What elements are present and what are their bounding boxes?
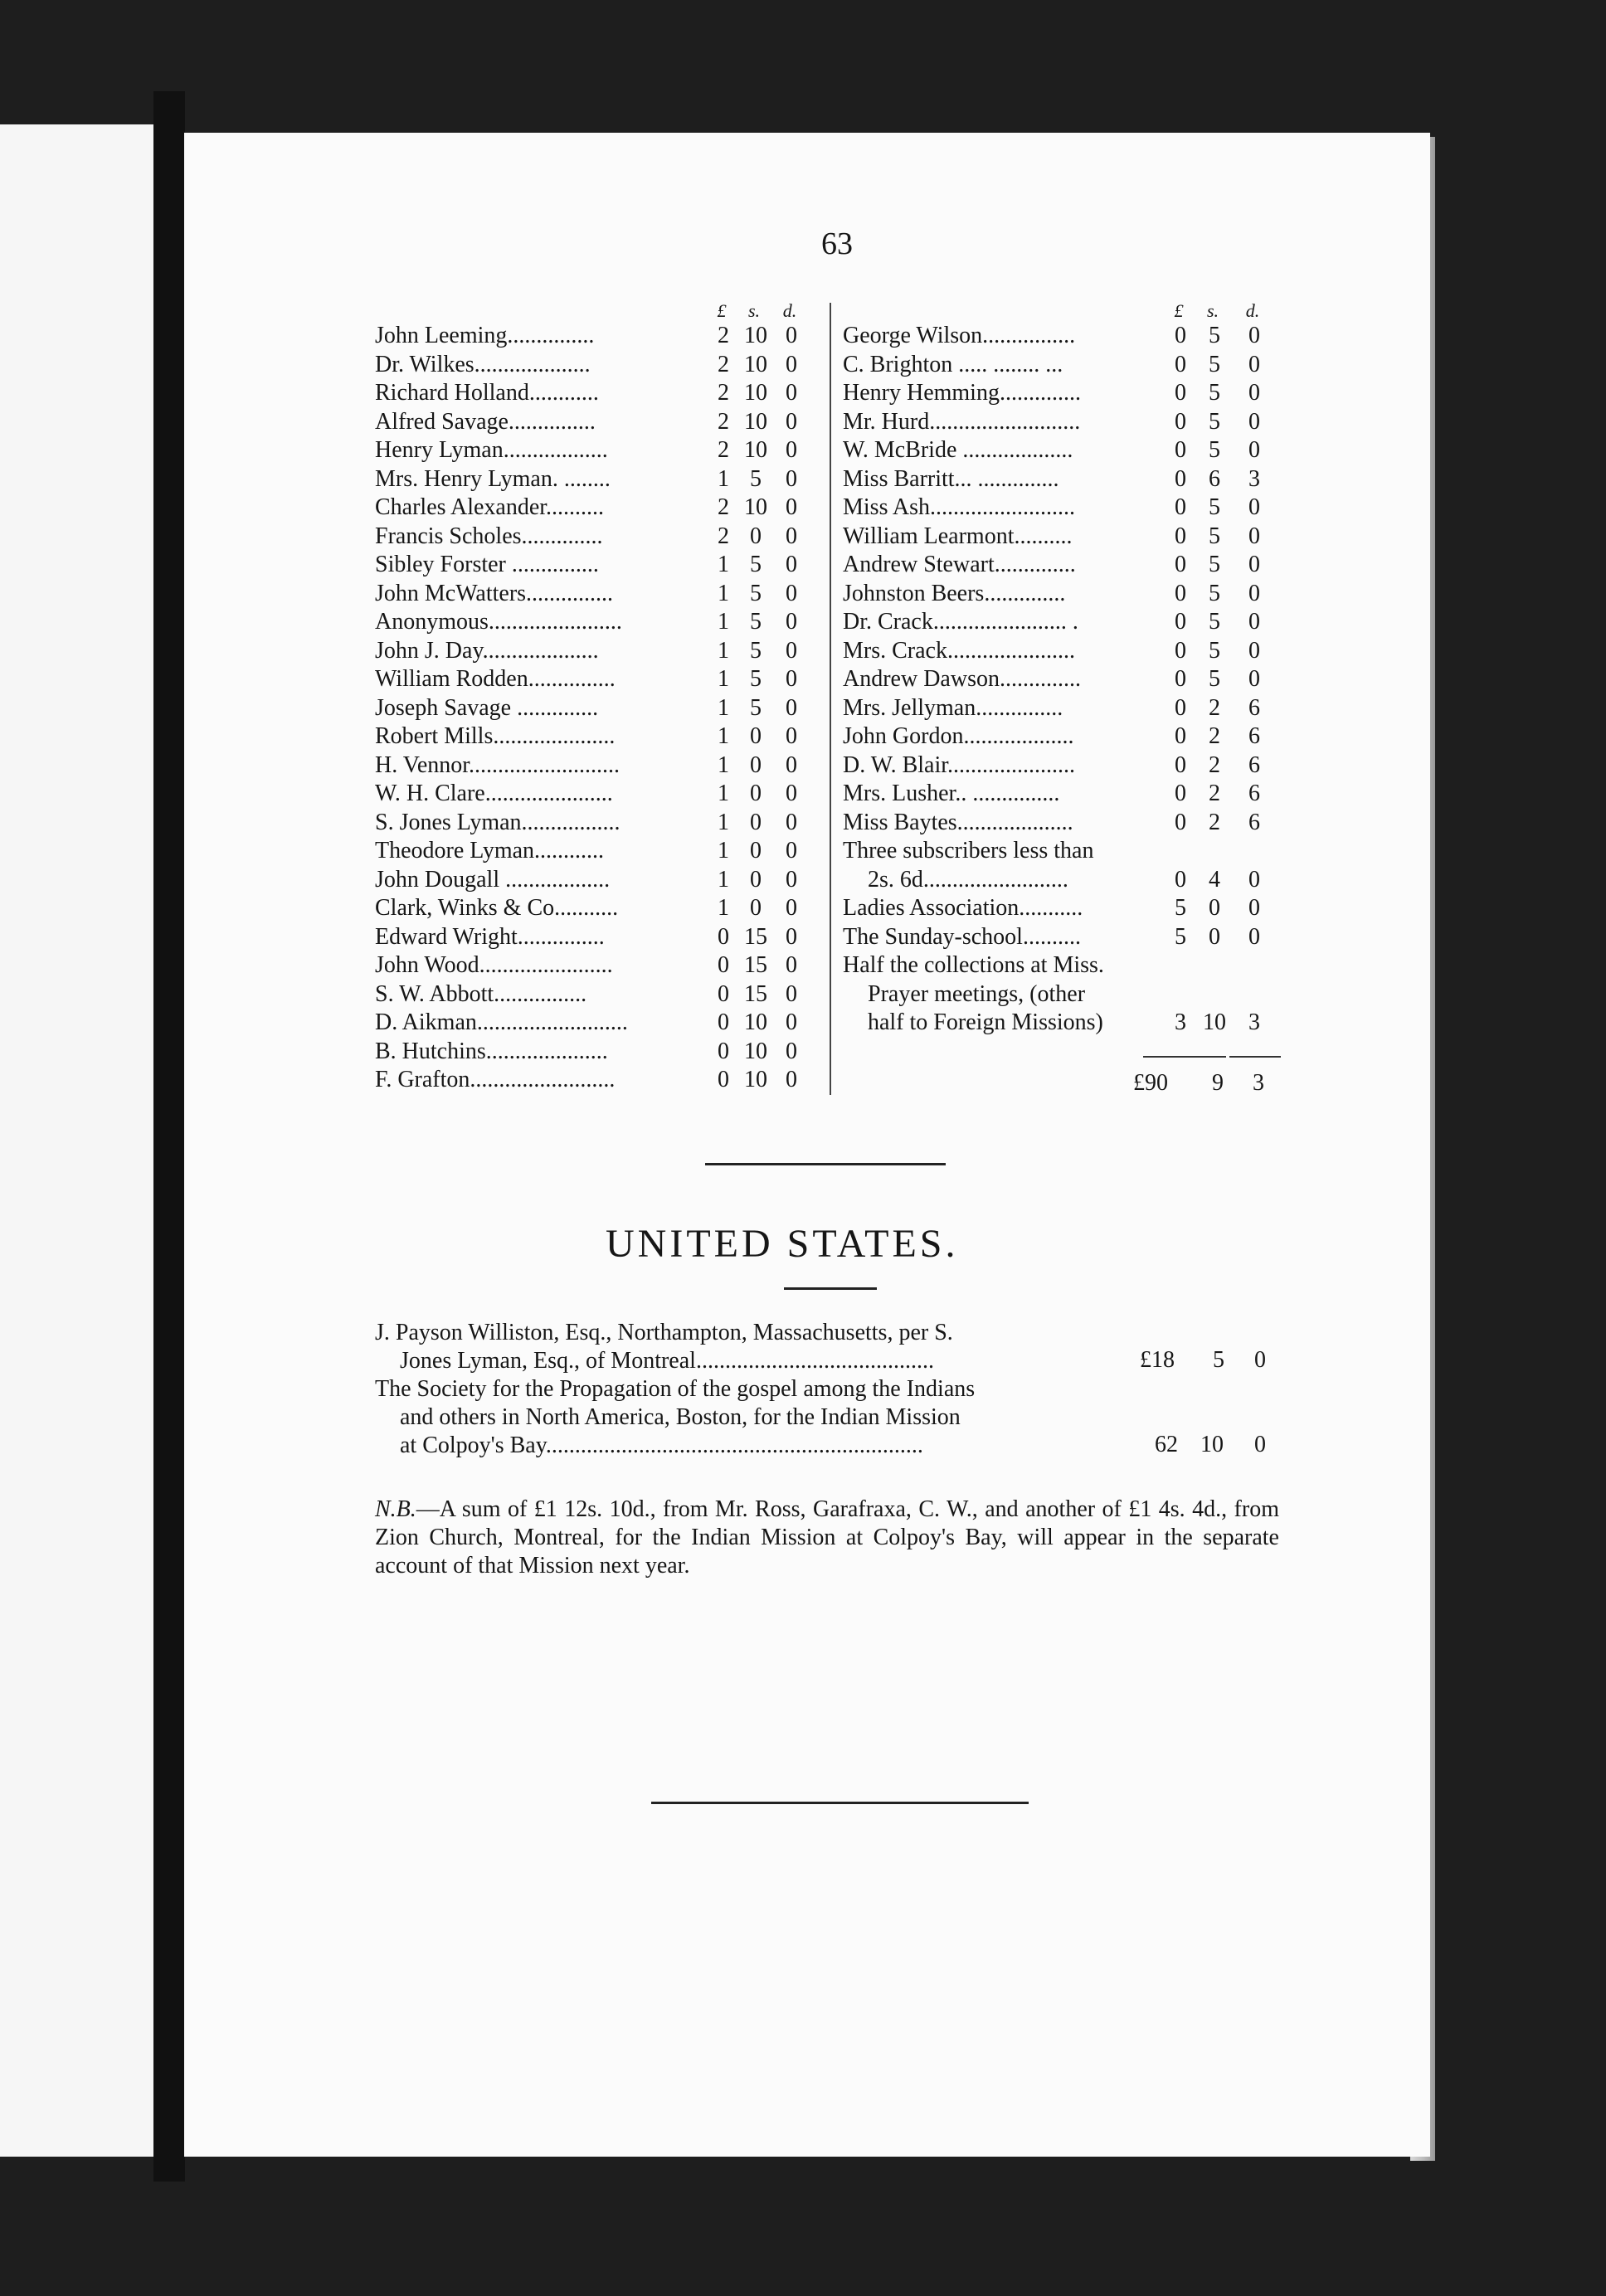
three-subscribers-row: 2s. 6d......................... 0 4 0 [868, 866, 1260, 893]
pounds-value: 2 [718, 494, 729, 520]
subscriber-name: Mr. Hurd.......................... [843, 408, 1081, 435]
subscriber-name: Richard Holland............ [375, 380, 599, 406]
pence-value: 0 [786, 580, 797, 606]
pounds-value: 0 [1175, 523, 1186, 549]
subscriber-name: George Wilson................ [843, 323, 1076, 348]
subscriber-name: John J. Day.................... [375, 637, 599, 664]
pounds-value: 1 [718, 580, 729, 606]
pounds-value: 0 [1175, 781, 1186, 806]
subscription-row [375, 665, 812, 694]
shillings-value: 0 [750, 752, 762, 778]
pounds-value: 1 [718, 723, 729, 749]
page-number: 63 [821, 226, 853, 261]
pounds-value: 1 [718, 666, 729, 692]
section-heading: UNITED STATES. [606, 1222, 959, 1266]
us-entry-1-pounds: £18 [1140, 1347, 1175, 1373]
pounds-value: 1 [718, 895, 729, 921]
pounds-value: 0 [718, 980, 729, 1007]
pounds-value: 1 [718, 781, 729, 806]
subscription-row [375, 809, 812, 838]
shillings-value: 10 [744, 1038, 767, 1064]
pence-value: 0 [786, 637, 797, 664]
subscriber-name: Miss Barritt... .............. [843, 465, 1059, 492]
shillings-value: 5 [750, 552, 762, 577]
shillings-value: 10 [744, 1067, 767, 1092]
subscriber-name: W. H. Clare...................... [375, 781, 613, 806]
pence-value: 6 [1248, 723, 1260, 749]
subscription-row [843, 494, 1282, 523]
subscriber-name: H. Vennor.......................... [375, 752, 620, 778]
subscriber-name: D. Aikman.......................... [375, 1009, 628, 1035]
shillings-value: 10 [744, 380, 767, 406]
left-rows [375, 322, 812, 1095]
shillings-value: 5 [750, 666, 762, 692]
shillings-value: 5 [1209, 494, 1220, 520]
subscription-row [375, 694, 812, 723]
pence-value: 0 [786, 1038, 797, 1064]
subscriber-name: D. W. Blair...................... [843, 752, 1076, 778]
column-header [843, 300, 1282, 322]
subscription-row [375, 608, 812, 637]
pounds-value: 0 [718, 923, 729, 950]
pence-value: 0 [786, 465, 797, 492]
shillings-value: 10 [744, 494, 767, 520]
pence-value: 6 [1248, 752, 1260, 778]
column-header [375, 300, 812, 322]
shillings-value: 5 [750, 637, 762, 664]
pence-value: 0 [786, 351, 797, 377]
subscriber-name: S. W. Abbott................ [375, 980, 587, 1007]
note-label: N.B. [375, 1496, 416, 1522]
pounds-value: 2 [718, 523, 729, 549]
subscriber-name: John Gordon................... [843, 723, 1074, 749]
shillings-value: 0 [750, 866, 762, 893]
subscriber-name: Henry Lyman.................. [375, 437, 608, 463]
section-rule [784, 1287, 877, 1290]
shillings-value: 5 [1209, 666, 1220, 692]
subscription-row [375, 722, 812, 752]
shillings-value: 0 [750, 781, 762, 806]
pounds-value: 0 [1175, 666, 1186, 692]
shillings-value: 5 [750, 694, 762, 721]
pounds-value: 0 [1175, 694, 1186, 721]
ladies-association-row: Ladies Association........... 5 0 0 [843, 895, 1260, 921]
total-rule [1143, 1056, 1226, 1058]
shillings-value: 15 [744, 923, 767, 950]
subscriber-name: Andrew Dawson.............. [843, 666, 1081, 692]
subscriber-name: Mrs. Crack...................... [843, 637, 1075, 664]
total-rule [1229, 1056, 1281, 1058]
shillings-value: 5 [1209, 523, 1220, 549]
pence-value: 0 [1248, 552, 1260, 577]
subscription-row [375, 408, 812, 437]
pence-value: 0 [1248, 609, 1260, 635]
subscription-row [843, 551, 1282, 580]
pounds-value: 2 [718, 437, 729, 463]
pence-value: 6 [1248, 781, 1260, 806]
pounds-value: 1 [718, 637, 729, 664]
shillings-value: 15 [744, 952, 767, 978]
subscription-row [843, 752, 1282, 781]
subscription-row [375, 951, 812, 980]
pounds-value: 0 [1175, 809, 1186, 835]
us-entry-2-line3: at Colpoy's Bay................................................................. [400, 1433, 923, 1458]
pounds-value: 0 [1175, 637, 1186, 664]
subscription-row [843, 580, 1282, 609]
pounds-value: 0 [1175, 465, 1186, 492]
shillings-value: 10 [744, 323, 767, 348]
us-entry-2-pence: 0 [1254, 1432, 1266, 1457]
subscription-row [375, 1038, 812, 1067]
subscription-row [375, 523, 812, 552]
subscription-row [375, 637, 812, 666]
shillings-header: s. [747, 300, 761, 321]
shillings-value: 5 [1209, 323, 1220, 348]
pounds-value: 1 [718, 838, 729, 863]
subscription-row [843, 608, 1282, 637]
subscriber-name: F. Grafton......................... [375, 1067, 616, 1092]
total-shillings: 9 [1212, 1070, 1224, 1096]
subscriber-name: Theodore Lyman............ [375, 838, 605, 863]
pounds-value: 1 [718, 609, 729, 635]
shillings-value: 5 [1209, 437, 1220, 463]
subscription-row [843, 809, 1282, 838]
shillings-value: 10 [744, 1009, 767, 1035]
pence-value: 0 [786, 752, 797, 778]
half-collections-line1: Half the collections at Miss. [843, 952, 1104, 978]
pence-value: 0 [786, 380, 797, 406]
column-divider [830, 303, 831, 1095]
subscriber-name: S. Jones Lyman................. [375, 809, 620, 835]
pence-value: 0 [786, 494, 797, 520]
pounds-value: 1 [718, 866, 729, 893]
pounds-value: 0 [718, 1067, 729, 1092]
shillings-value: 10 [744, 408, 767, 435]
subscription-row [843, 408, 1282, 437]
subscription-row [375, 465, 812, 494]
subscriber-name: Dr. Crack....................... . [843, 609, 1078, 635]
pence-value: 0 [1248, 637, 1260, 664]
pounds-value: 0 [1175, 437, 1186, 463]
pence-value: 3 [1248, 465, 1260, 492]
subscriber-name: John McWatters............... [375, 580, 614, 606]
us-entry-2-pounds: 62 [1155, 1432, 1178, 1457]
note-text: —A sum of £1 12s. 10d., from Mr. Ross, Garafraxa, C. W., and another of £1 4s. 4d., from Zion Church, Montreal, for the Indian Mission at Colpoy's Bay, will appear in the separate account of that Mission next year. [375, 1496, 1279, 1578]
sunday-school-row: The Sunday-school.......... 5 0 0 [843, 923, 1260, 950]
subscriptions-left-column [375, 300, 812, 1095]
pence-value: 0 [786, 980, 797, 1007]
pence-value: 0 [786, 1067, 797, 1092]
pence-value: 6 [1248, 809, 1260, 835]
pence-value: 0 [786, 781, 797, 806]
subscription-row [375, 780, 812, 809]
shillings-value: 5 [1209, 380, 1220, 406]
pounds-value: 0 [1175, 609, 1186, 635]
shillings-value: 5 [750, 580, 762, 606]
pence-value: 0 [1248, 580, 1260, 606]
subscription-row [843, 665, 1282, 694]
total-pence: 3 [1253, 1070, 1264, 1096]
shillings-value: 2 [1209, 752, 1220, 778]
pounds-header: £ [1174, 300, 1184, 321]
pence-value: 0 [786, 523, 797, 549]
pence-value: 0 [786, 866, 797, 893]
subscription-row [843, 379, 1282, 408]
shillings-value: 0 [750, 895, 762, 921]
pence-value: 0 [786, 723, 797, 749]
pounds-value: 0 [718, 952, 729, 978]
subscription-row [843, 637, 1282, 666]
shillings-value: 0 [750, 523, 762, 549]
pence-value: 0 [1248, 323, 1260, 348]
shillings-value: 5 [1209, 637, 1220, 664]
subscription-row [375, 866, 812, 895]
pounds-value: 1 [718, 752, 729, 778]
pounds-value: 1 [718, 809, 729, 835]
subscriber-name: B. Hutchins..................... [375, 1038, 608, 1064]
pence-value: 0 [1248, 408, 1260, 435]
pounds-header: £ [717, 300, 727, 321]
facing-page-edge [0, 124, 153, 2157]
subscriber-name: Johnston Beers.............. [843, 580, 1066, 606]
subscriber-name: John Leeming............... [375, 323, 595, 348]
shillings-value: 2 [1209, 723, 1220, 749]
shillings-value: 0 [750, 723, 762, 749]
shillings-value: 5 [1209, 408, 1220, 435]
pence-value: 0 [786, 552, 797, 577]
pence-value: 0 [786, 1009, 797, 1035]
shillings-value: 2 [1209, 809, 1220, 835]
subscription-row [843, 694, 1282, 723]
pence-header: d. [782, 300, 797, 321]
subscriber-name: Robert Mills..................... [375, 723, 616, 749]
pounds-value: 0 [1175, 723, 1186, 749]
pounds-value: 0 [1175, 380, 1186, 406]
pence-value: 0 [1248, 351, 1260, 377]
us-entry-2-line1: The Society for the Propagation of the gospel among the Indians [375, 1376, 976, 1402]
subscriber-name: Edward Wright............... [375, 923, 605, 950]
subscriber-name: W. McBride ................... [843, 437, 1073, 463]
pounds-value: 0 [718, 1009, 729, 1035]
half-collections-row: half to Foreign Missions) 3 10 3 [868, 1009, 1260, 1035]
subscriber-name: Charles Alexander.......... [375, 494, 605, 520]
shillings-value: 5 [750, 465, 762, 492]
pence-value: 0 [786, 323, 797, 348]
subscriber-name: Mrs. Jellyman............... [843, 694, 1063, 721]
subscriber-name: Anonymous....................... [375, 609, 622, 635]
pence-value: 6 [1248, 694, 1260, 721]
pounds-value: 0 [1175, 408, 1186, 435]
subscriber-name: Joseph Savage .............. [375, 694, 599, 721]
pounds-value: 0 [1175, 552, 1186, 577]
subscriber-name: C. Brighton ..... ........ ... [843, 351, 1063, 377]
subscriber-name: John Dougall .................. [375, 866, 611, 893]
half-collections-line2: Prayer meetings, (other [868, 980, 1086, 1007]
subscription-row [843, 523, 1282, 552]
pence-value: 0 [786, 437, 797, 463]
subscription-row [375, 837, 812, 866]
subscription-row [843, 322, 1282, 351]
pounds-value: 2 [718, 380, 729, 406]
us-entry-2-shillings: 10 [1200, 1432, 1224, 1457]
pounds-value: 1 [718, 552, 729, 577]
section-rule [705, 1163, 946, 1165]
subscriber-name: Francis Scholes.............. [375, 523, 603, 549]
us-entry-1-shillings: 5 [1213, 1347, 1224, 1373]
pence-value: 0 [786, 666, 797, 692]
pounds-value: 0 [1175, 323, 1186, 348]
total-pounds: £90 [1133, 1070, 1168, 1096]
shillings-value: 0 [750, 809, 762, 835]
subscriber-name: Alfred Savage............... [375, 408, 596, 435]
pounds-value: 1 [718, 694, 729, 721]
subscription-row [375, 379, 812, 408]
shillings-value: 5 [1209, 580, 1220, 606]
pence-value: 0 [786, 923, 797, 950]
subscription-row [375, 494, 812, 523]
us-entry-1-line1: J. Payson Williston, Esq., Northampton, Massachusetts, per S. [375, 1320, 953, 1345]
nota-bene-note [375, 1496, 1279, 1580]
subscription-row [843, 351, 1282, 380]
subscriber-name: John Wood....................... [375, 952, 613, 978]
subscription-row [375, 923, 812, 952]
subscriber-name: William Learmont.......... [843, 523, 1073, 549]
subscriber-name: Dr. Wilkes.................... [375, 351, 591, 377]
subscriber-name: Andrew Stewart.............. [843, 552, 1076, 577]
subscription-row [375, 580, 812, 609]
pence-value: 0 [786, 694, 797, 721]
three-subscribers-line1: Three subscribers less than [843, 838, 1094, 863]
shillings-value: 10 [744, 351, 767, 377]
shillings-value: 5 [1209, 609, 1220, 635]
subscription-row [375, 752, 812, 781]
pounds-value: 0 [1175, 580, 1186, 606]
subscriber-name: Mrs. Lusher.. ............... [843, 781, 1060, 806]
subscriber-name: Sibley Forster ............... [375, 552, 599, 577]
pence-value: 0 [1248, 494, 1260, 520]
shillings-value: 5 [750, 609, 762, 635]
shillings-value: 15 [744, 980, 767, 1007]
subscription-row [375, 436, 812, 465]
pounds-value: 2 [718, 323, 729, 348]
pence-value: 0 [786, 408, 797, 435]
subscriber-name: Miss Ash......................... [843, 494, 1076, 520]
pounds-value: 0 [1175, 752, 1186, 778]
shillings-value: 6 [1209, 465, 1220, 492]
subscription-row [843, 465, 1282, 494]
pounds-value: 2 [718, 351, 729, 377]
shillings-value: 2 [1209, 694, 1220, 721]
book-gutter [153, 91, 185, 2182]
shillings-value: 5 [1209, 351, 1220, 377]
subscriptions-right-column [843, 300, 1282, 1038]
subscriber-name: William Rodden............... [375, 666, 616, 692]
pence-value: 0 [786, 838, 797, 863]
pence-value: 0 [1248, 380, 1260, 406]
subscription-row [375, 1066, 812, 1095]
right-rows [843, 322, 1282, 837]
pounds-value: 2 [718, 408, 729, 435]
pence-value: 0 [1248, 666, 1260, 692]
subscription-row [375, 894, 812, 923]
shillings-value: 5 [1209, 552, 1220, 577]
pounds-value: 0 [1175, 351, 1186, 377]
subscription-row [375, 980, 812, 1009]
subscription-row [843, 722, 1282, 752]
us-entry-2-line2: and others in North America, Boston, for the Indian Mission [400, 1404, 961, 1430]
pounds-value: 0 [718, 1038, 729, 1064]
pence-value: 0 [786, 895, 797, 921]
subscriber-name: Mrs. Henry Lyman. ........ [375, 465, 611, 492]
end-rule [651, 1802, 1029, 1804]
pence-value: 0 [786, 609, 797, 635]
subscriber-name: Clark, Winks & Co........... [375, 895, 619, 921]
subscription-row [843, 780, 1282, 809]
us-entry-1-line2: Jones Lyman, Esq., of Montreal......................................... [400, 1348, 934, 1374]
pence-value: 0 [1248, 437, 1260, 463]
pence-value: 0 [786, 809, 797, 835]
subscriber-name: Miss Baytes.................... [843, 809, 1073, 835]
shillings-value: 0 [750, 838, 762, 863]
pence-value: 0 [1248, 523, 1260, 549]
pence-value: 0 [786, 952, 797, 978]
shillings-header: s. [1206, 300, 1219, 321]
subscription-row [375, 322, 812, 351]
subscription-row [375, 551, 812, 580]
pounds-value: 0 [1175, 494, 1186, 520]
pence-header: d. [1245, 300, 1260, 321]
pounds-value: 1 [718, 465, 729, 492]
subscription-row [375, 351, 812, 380]
shillings-value: 2 [1209, 781, 1220, 806]
subscription-row [375, 1009, 812, 1038]
us-entry-1-pence: 0 [1254, 1347, 1266, 1373]
shillings-value: 10 [744, 437, 767, 463]
subscription-row [843, 436, 1282, 465]
subscriber-name: Henry Hemming.............. [843, 380, 1081, 406]
